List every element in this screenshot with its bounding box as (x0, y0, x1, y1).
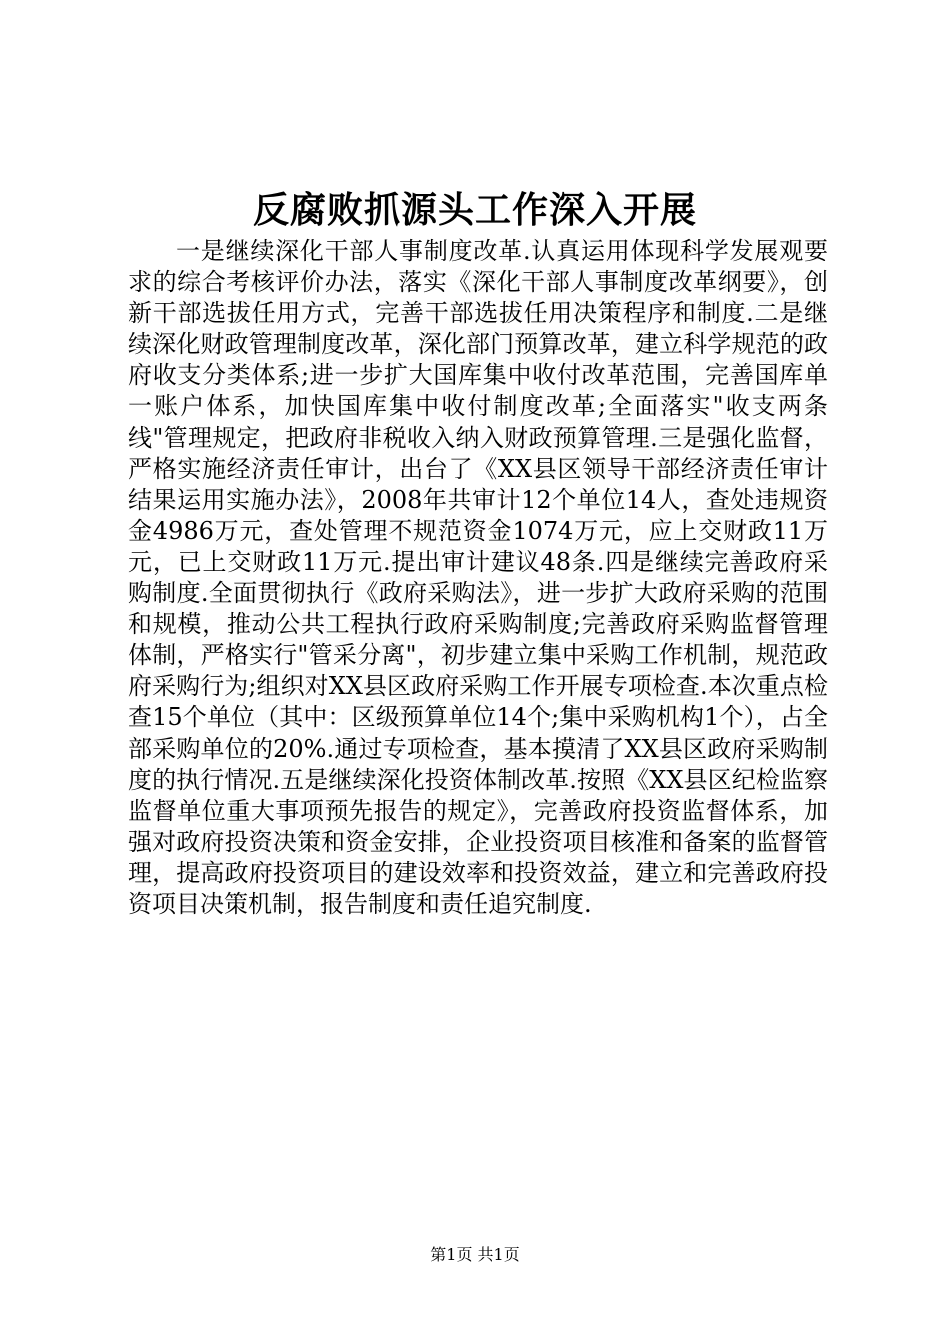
page-number-footer: 第1页 共1页 (430, 1245, 520, 1264)
document-title: 反腐败抓源头工作深入开展 (252, 189, 697, 231)
document-body-paragraph: 一是继续深化干部人事制度改革.认真运用体现科学发展观要求的综合考核评价办法，落实《深化干部人事制度改革纲要》，创新干部选拔任用方式，完善干部选拔任用决策程序和制度.二是继续深化财政管理制度改革，深化部门预算改革，建立科学规范的政府收支分类体系;进一步扩大国库集中收付改革范围，完善国库单一账户体系，加快国库集中收付制度改革;全面落实"收支两条线"管理规定，把政府非税收入纳入财政预算管理.三是强化监督，严格实施经济责任审计，出台了《XX县区领导干部经济责任审计结果运用实施办法》，2008年共审计12个单位14人，查处违规资金4986万元，查处管理不规范资金1074万元，应上交财政11万元，已上交财政11万元.提出审计建议48条.四是继续完善政府采购制度.全面贯彻执行《政府采购法》，进一步扩大政府采购的范围和规模，推动公共工程执行政府采购制度;完善政府采购监督管理体制，严格实行"管采分离"，初步建立集中采购工作机制，规范政府采购行为;组织对XX县区政府采购工作开展专项检查.本次重点检查15个单位（其中：区级预算单位14个;集中采购机构1个），占全部采购单位的20%.通过专项检查，基本摸清了XX县区政府采购制度的执行情况.五是继续深化投资体制改革.按照《XX县区纪检监察监督单位重大事项预先报告的规定》，完善政府投资监督体系，加强对政府投资决策和资金安排，企业投资项目核准和备案的监督管理，提高政府投资项目的建设效率和投资效益，建立和完善政府投资项目决策机制，报告制度和责任追究制度. (128, 237, 828, 918)
